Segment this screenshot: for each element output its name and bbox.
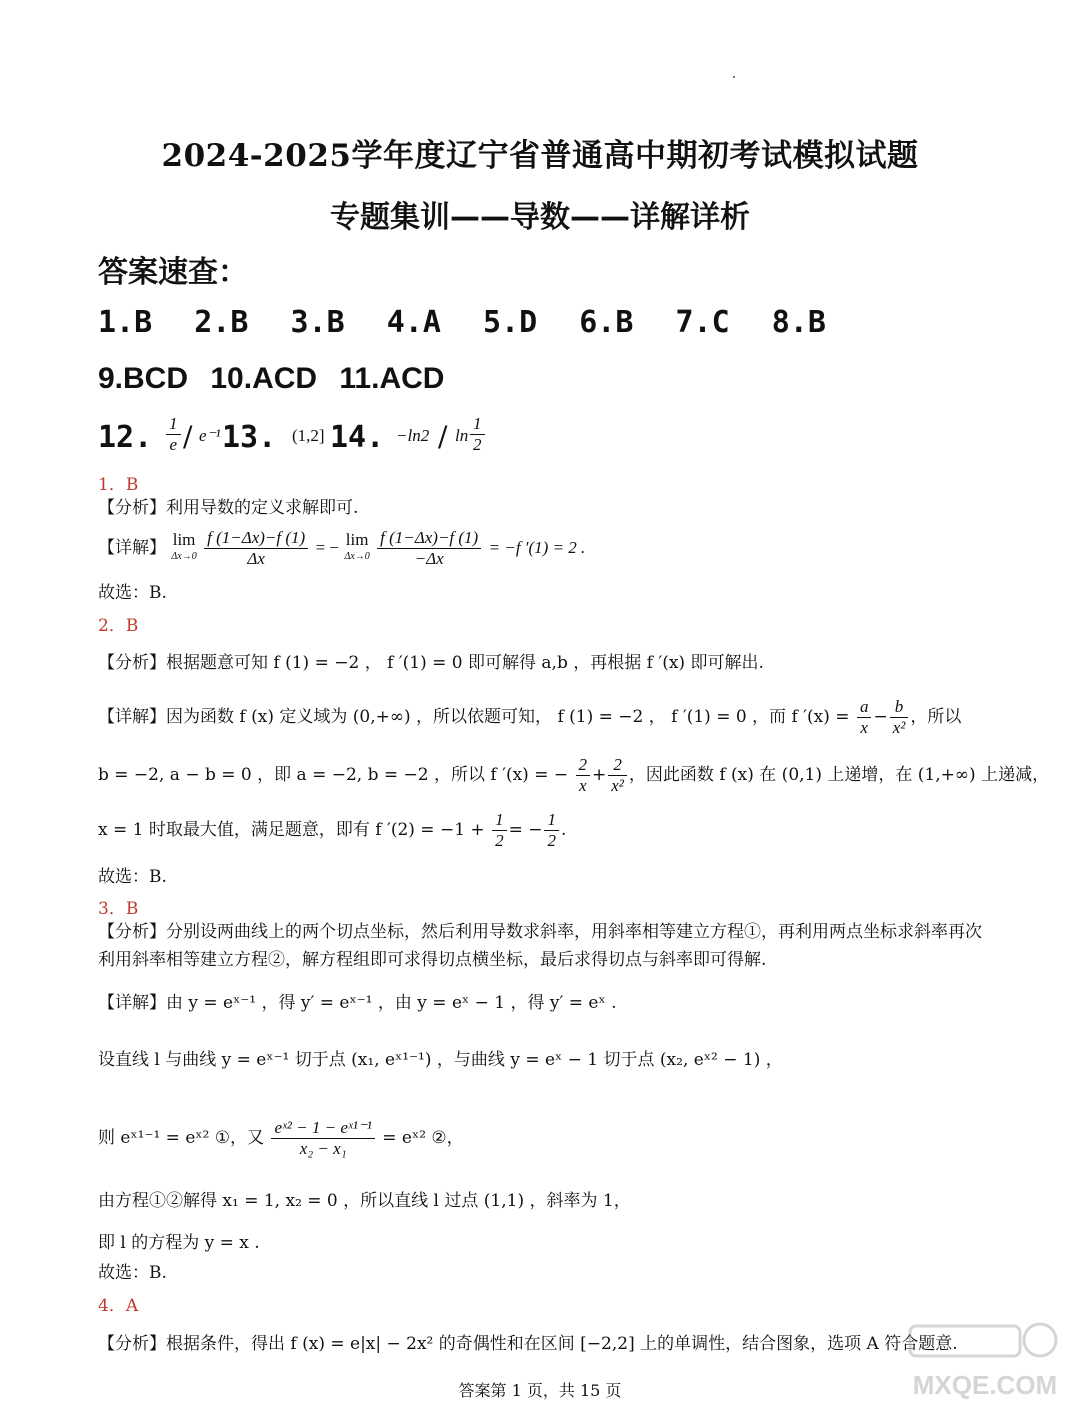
q2-detail-1a: 因为函数 f (x) 定义域为 (0,+∞) ，所以依题可知， f (1) = −2 ， f ′(1) = 0 ，而 f ′(x) = (166, 707, 850, 727)
answer-14-frac-den: 2 (473, 435, 482, 454)
q2-d1-minus: − (873, 707, 888, 727)
q4-analysis-tag: 【分析】 (98, 1334, 166, 1354)
q2-d3-frac-a-den: 2 (495, 831, 504, 850)
q3-detail-tag: 【详解】 (98, 993, 166, 1013)
q1-conclusion: 故选：B. (98, 583, 167, 603)
q2-conclusion: 故选：B. (98, 867, 167, 887)
q2-d3-frac-a-num: 1 (492, 810, 507, 831)
q2-detail-line-1 (98, 697, 990, 738)
q1-analysis (98, 497, 990, 519)
q3-analysis (98, 918, 990, 974)
q2-d3-frac-b-den: 2 (547, 831, 556, 850)
q1-analysis-text: 利用导数的定义求解即可. (166, 498, 359, 518)
answer-14-value: −ln2 (396, 426, 430, 445)
q2-d2-plus: + (592, 765, 607, 785)
answer-12-frac-den: e (169, 435, 178, 454)
q2-detail-line-2 (98, 755, 1050, 796)
q3-detail-line-5: 即 l 的方程为 y = x . (98, 1233, 260, 1253)
answer-10: 10.ACD (210, 362, 318, 395)
answer-13-value: (1,2] (292, 426, 325, 445)
q2-analysis (98, 652, 990, 674)
q1-frac-1 (204, 528, 308, 569)
q3-conclusion: 故选：B. (98, 1263, 167, 1283)
stray-dot (733, 76, 735, 78)
q2-d3-frac-a (492, 810, 507, 851)
q2-d2-frac-a-den: x (578, 776, 587, 795)
answer-6: 6.B (579, 305, 634, 340)
q3-analysis-tag: 【分析】 (98, 922, 166, 942)
q2-d2-frac-b-den: x² (611, 776, 624, 795)
q3-analysis-text: 分别设两曲线上的两个切点坐标，然后利用导数求斜率，用斜率相等建立方程①，再利用两点坐标求斜率再次利用斜率相等建立方程②，解方程组即可求得切点横坐标，最后求得切点与斜率即可得解. (98, 922, 982, 970)
q1-lim-sub: Δx→0 (171, 551, 197, 562)
q1-detail-tag: 【详解】 (98, 538, 166, 558)
q1-lim: lim (172, 530, 196, 549)
q2-d1-frac-b (890, 697, 909, 738)
q4-label: 4．A (98, 1296, 139, 1316)
page-subtitle: 专题集训——导数——详解详析 (330, 200, 750, 235)
page-footer: 答案第 1 页，共 15 页 (458, 1381, 622, 1400)
q1-frac-1-num: f (1−Δx)−f (1) (204, 528, 308, 549)
q2-d3-frac-b (544, 810, 559, 851)
answer-13-number: 13. (222, 420, 277, 455)
q2-d2-frac-a (576, 755, 591, 796)
answer-1: 1.B (98, 305, 153, 340)
answer-14-alt-prefix: ln (455, 426, 469, 445)
q2-d1-frac-a (857, 697, 872, 738)
q3-detail-1: 由 y = eˣ⁻¹ ，得 y′ = eˣ⁻¹ ，由 y = eˣ − 1 ，得 y′ = eˣ . (166, 993, 617, 1013)
q1-limit-2 (344, 530, 370, 564)
q3-d3-frac (271, 1118, 374, 1159)
q2-d2-frac-b-num: 2 (608, 755, 627, 776)
q3-detail-3b: = eˣ² ②， (382, 1128, 464, 1148)
q1-mid: = − (315, 538, 340, 557)
q1-frac-2-den: −Δx (414, 549, 444, 568)
q1-limit (171, 530, 197, 564)
q3-d3-frac-num: eˣ² − 1 − eˣ¹⁻¹ (271, 1118, 374, 1139)
answer-14-slash: / (438, 420, 448, 453)
answer-14-frac-num: 1 (470, 414, 485, 435)
q2-detail-line-3 (98, 810, 990, 851)
q2-d1-frac-b-num: b (890, 697, 909, 718)
answer-3: 3.B (290, 305, 345, 340)
q4-analysis (98, 1333, 990, 1355)
q1-frac-2 (377, 528, 481, 569)
answer-8: 8.B (771, 305, 826, 340)
answers-row-2 (98, 362, 458, 396)
q1-end: = −f ′(1) = 2 . (488, 538, 586, 557)
answer-12-fraction (166, 414, 181, 455)
answer-4: 4.A (386, 305, 441, 340)
q1-frac-2-num: f (1−Δx)−f (1) (377, 528, 481, 549)
q2-detail-2a: b = −2, a − b = 0 ，即 a = −2, b = −2 ，所以 f ′(x) = − (98, 765, 569, 785)
q2-label: 2．B (98, 616, 139, 636)
answer-12-frac-num: 1 (166, 414, 181, 435)
q2-d1-frac-a-den: x (860, 718, 868, 737)
q1-lim-2: lim (345, 530, 369, 549)
watermark-text: MXQE.COM (912, 1370, 1058, 1400)
answer-5: 5.D (483, 305, 538, 340)
q2-d3-frac-b-num: 1 (544, 810, 559, 831)
q3-label: 3．B (98, 899, 139, 919)
q2-d1-frac-a-num: a (857, 697, 872, 718)
q2-detail-2b: ，因此函数 f (x) 在 (0,1) 上递增，在 (1,+∞) 上递减， (628, 765, 1050, 785)
answers-row-1 (98, 305, 850, 340)
answer-2: 2.B (194, 305, 249, 340)
answer-11: 11.ACD (339, 362, 445, 395)
q2-d2-frac-a-num: 2 (576, 755, 591, 776)
q3-detail-line-2: 设直线 l 与曲线 y = eˣ⁻¹ 切于点 (x₁, eˣ¹⁻¹) ，与曲线 y = eˣ − 1 切于点 (x₂, eˣ² − 1) ， (98, 1050, 783, 1070)
answer-14-number: 14. (330, 420, 385, 455)
q1-label: 1．B (98, 475, 139, 495)
q3-detail-3a: 则 eˣ¹⁻¹ = eˣ² ①，又 (98, 1128, 265, 1148)
q2-detail-3b: . (560, 820, 567, 840)
q3-detail-line-1 (98, 992, 990, 1014)
answer-14-fraction (470, 414, 485, 455)
q3-detail-line-4: 由方程①②解得 x₁ = 1, x₂ = 0 ，所以直线 l 过点 (1,1) ，斜率为 1， (98, 1191, 631, 1211)
page-title: 2024-2025学年度辽宁省普通高中期初考试模拟试题 (161, 138, 919, 174)
q2-analysis-tag: 【分析】 (98, 653, 166, 673)
q2-d1-frac-b-den: x² (892, 718, 906, 737)
q2-d2-frac-b (608, 755, 627, 796)
answer-9: 9.BCD (98, 362, 189, 395)
q2-detail-tag: 【详解】 (98, 707, 166, 727)
answer-12-slash: / (183, 420, 193, 453)
answer-7: 7.C (675, 305, 730, 340)
q2-d3-eq: = − (508, 820, 543, 840)
q3-d3-frac-den: x₂ − x₁ (299, 1139, 347, 1158)
q2-analysis-text: 根据题意可知 f (1) = −2 ， f ′(1) = 0 即可解得 a,b ，再根据 f ′(x) 即可解出. (166, 653, 764, 673)
q1-lim-2-sub: Δx→0 (344, 551, 370, 562)
answer-12-alt: e⁻¹ (199, 426, 221, 445)
q1-analysis-tag: 【分析】 (98, 498, 166, 518)
q1-frac-1-den: Δx (247, 549, 265, 568)
answer-heading: 答案速查： (98, 255, 248, 290)
q2-detail-1b: ，所以 (910, 707, 962, 727)
q1-detail (98, 528, 990, 569)
q2-detail-3a: x = 1 时取最大值，满足题意，即有 f ′(2) = −1 + (98, 820, 485, 840)
q3-detail-line-3 (98, 1118, 990, 1159)
q4-analysis-text: 根据条件，得出 f (x) = e|x| − 2x² 的奇偶性和在区间 [−2,2] 上的单调性，结合图象，选项 A 符合题意. (166, 1334, 958, 1354)
answer-12-number: 12. (98, 420, 153, 455)
